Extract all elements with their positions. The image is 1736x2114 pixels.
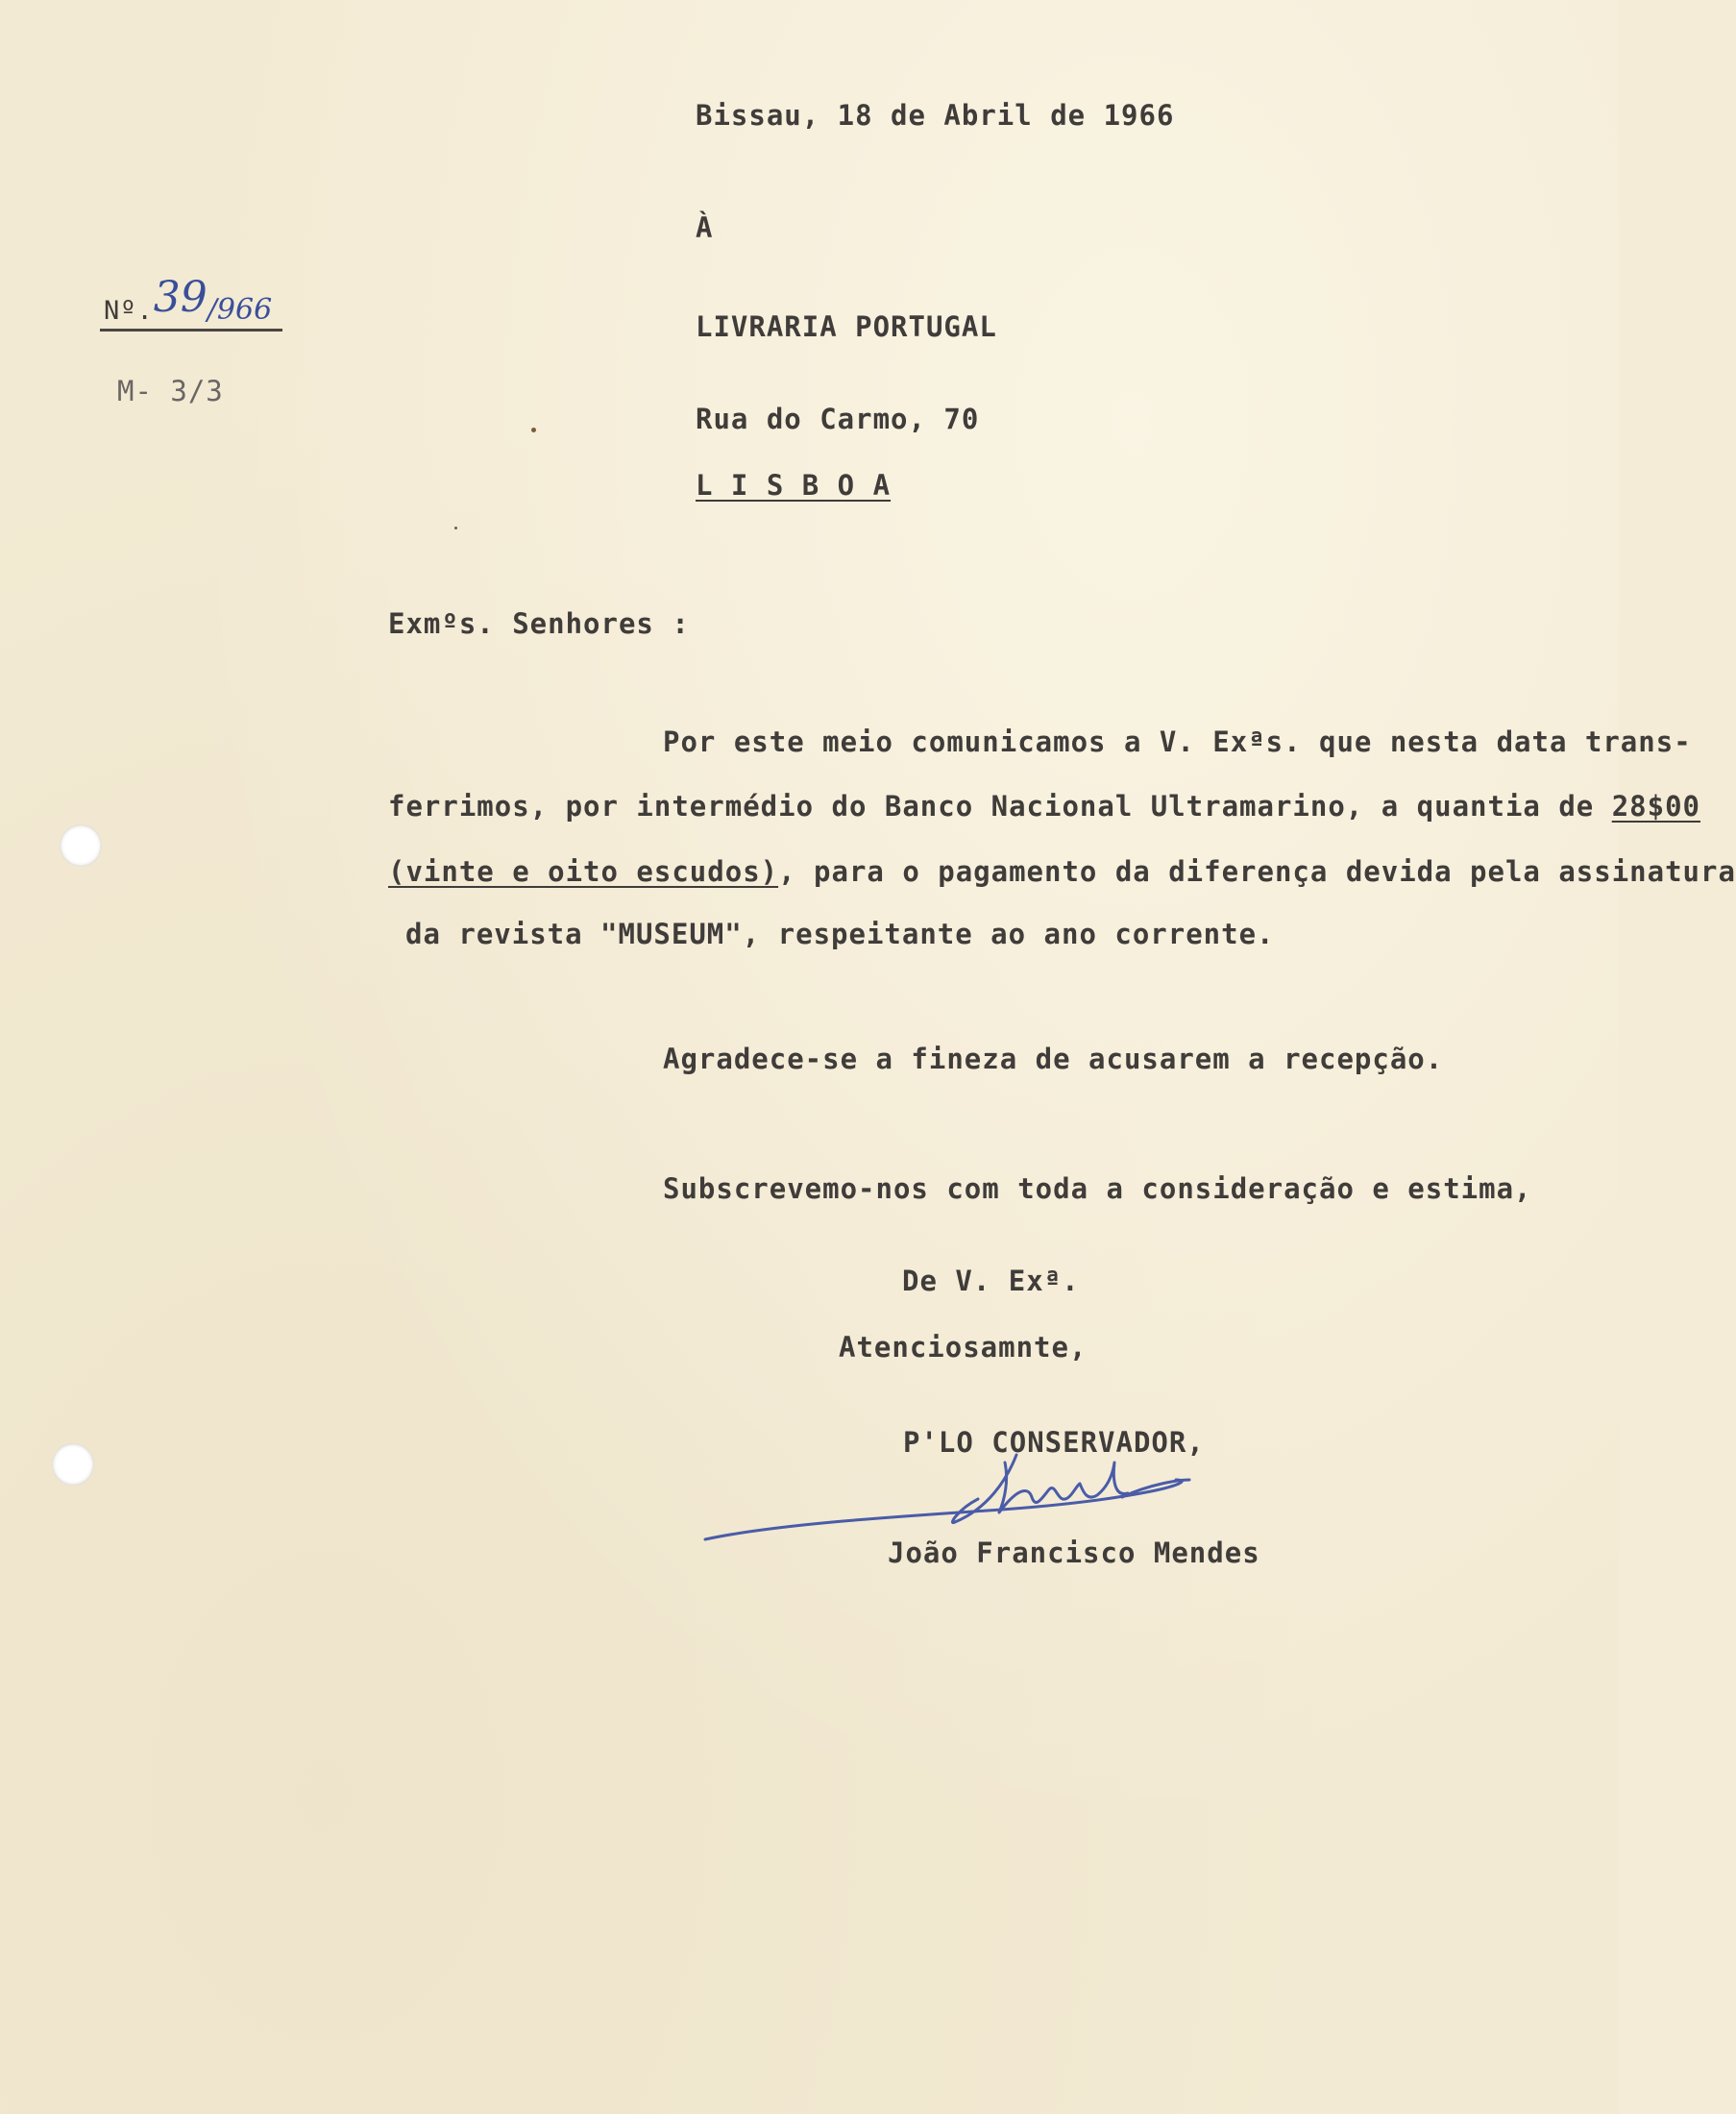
amount-words: (vinte e oito escudos) bbox=[388, 855, 779, 888]
recipient-city: L I S B O A bbox=[696, 469, 892, 502]
reference-code: M- 3/3 bbox=[117, 375, 224, 407]
date-line: Bissau, 18 de Abril de 1966 bbox=[696, 99, 1175, 132]
reference-number bbox=[104, 273, 273, 330]
greeting: Exmºs. Senhores : bbox=[388, 607, 690, 640]
reference-underline bbox=[100, 329, 282, 332]
body-line-4: da revista "MUSEUM", respeitante ao ano corrente. bbox=[405, 918, 1275, 950]
paper-speck bbox=[531, 428, 536, 432]
recipient-street: Rua do Carmo, 70 bbox=[696, 403, 980, 435]
closing-line-1: De V. Exª. bbox=[902, 1265, 1080, 1297]
body-line-2-text: ferrimos, por intermédio do Banco Nacional Ultramarino, a quantia de bbox=[388, 790, 1612, 823]
closing-sentence: Subscrevemo-nos com toda a consideração e estima, bbox=[663, 1172, 1532, 1205]
addressee-prefix: À bbox=[696, 211, 714, 244]
body-line-3 bbox=[388, 855, 1736, 888]
reference-year-handwritten: /966 bbox=[207, 293, 273, 327]
punch-hole-top bbox=[60, 824, 102, 867]
paper-speck bbox=[454, 527, 457, 529]
punch-hole-bottom bbox=[52, 1443, 94, 1486]
closing-line-2: Atenciosamnte, bbox=[839, 1331, 1088, 1364]
reference-number-handwritten: 39 bbox=[153, 273, 208, 322]
body-line-2 bbox=[388, 790, 1700, 823]
recipient-name: LIVRARIA PORTUGAL bbox=[696, 310, 997, 343]
amount-figure: 28$00 bbox=[1611, 790, 1701, 823]
signatory-title: P'LO CONSERVADOR, bbox=[903, 1426, 1205, 1459]
acknowledgement-request: Agradece-se a fineza de acusarem a recepção. bbox=[663, 1043, 1444, 1075]
signatory-name: João Francisco Mendes bbox=[888, 1536, 1260, 1569]
body-line-3-text: , para o pagamento da diferença devida pela assinatura bbox=[778, 855, 1736, 888]
body-line-1: Por este meio comunicamos a V. Exªs. que nesta data trans- bbox=[663, 725, 1692, 758]
reference-prefix: Nº. bbox=[104, 296, 154, 326]
